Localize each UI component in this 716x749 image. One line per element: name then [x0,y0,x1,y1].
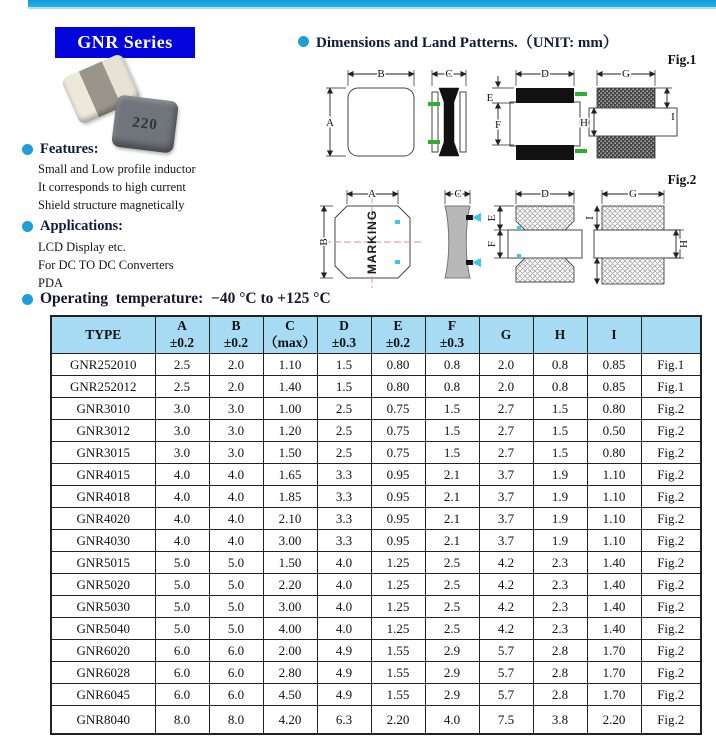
dim-label-A: A [368,188,376,200]
dim-value-cell: 2.3 [533,596,587,618]
table-row [51,618,701,640]
type-cell: GNR3010 [51,398,155,420]
table-row [51,530,701,552]
fig-ref-cell: Fig.2 [641,618,701,640]
fig1-front-view [487,68,587,160]
dim-value-cell: 2.5 [317,442,371,464]
col-header: B ±0.2 [209,316,263,354]
dim-value-cell: 2.10 [263,508,317,530]
dim-value-cell: 0.80 [587,442,641,464]
dim-value-cell: 8.0 [209,706,263,735]
dim-value-cell: 2.9 [425,684,479,706]
dim-label-F: F [486,240,498,248]
type-cell: GNR4018 [51,486,155,508]
dim-value-cell: 1.10 [587,464,641,486]
dimensions-title: Dimensions and Land Patterns.（UNIT: mm） [316,35,618,51]
dim-value-cell: 2.00 [263,640,317,662]
table-row [51,508,701,530]
dim-value-cell: 5.0 [209,618,263,640]
fig1-label: Fig.1 [667,52,697,67]
dim-value-cell: 2.3 [533,552,587,574]
table-row [51,706,701,735]
fig-ref-cell: Fig.2 [641,574,701,596]
dim-label-A: A [326,117,334,129]
type-cell: GNR4030 [51,530,155,552]
application-item: For DC TO DC Converters [38,258,174,272]
dim-value-cell: 6.0 [209,662,263,684]
dim-value-cell: 1.5 [317,354,371,376]
fig-ref-cell: Fig.2 [641,486,701,508]
top-accent-bar [28,0,716,9]
spec-table [50,315,702,735]
dim-value-cell: 1.5 [425,420,479,442]
fig-ref-cell: Fig.1 [641,354,701,376]
dim-value-cell: 3.00 [263,596,317,618]
dim-value-cell: 1.10 [587,508,641,530]
dim-value-cell: 2.5 [155,354,209,376]
dim-value-cell: 0.8 [533,376,587,398]
electrode-mark-green [428,102,440,106]
dim-value-cell: 6.3 [317,706,371,735]
col-header: A ±0.2 [155,316,209,354]
dim-value-cell: 2.5 [155,376,209,398]
dim-value-cell: 4.0 [317,552,371,574]
table-row [51,442,701,464]
type-cell: GNR4020 [51,508,155,530]
dim-value-cell: 1.70 [587,662,641,684]
header-row [51,316,701,354]
table-row [51,596,701,618]
dim-label-G: G [622,68,630,80]
dim-value-cell: 4.0 [155,464,209,486]
dim-value-cell: 4.0 [155,486,209,508]
feature-item: Shield structure magnetically [38,198,185,212]
inductor-marking: 220 [131,114,159,133]
fig-ref-cell: Fig.2 [641,464,701,486]
fig-ref-cell: Fig.2 [641,640,701,662]
features-title: Features: [40,141,99,157]
dim-value-cell: 1.50 [263,442,317,464]
dim-value-cell: 2.0 [479,376,533,398]
dim-value-cell: 1.10 [587,530,641,552]
dim-value-cell: 3.7 [479,508,533,530]
table-row [51,464,701,486]
dim-value-cell: 1.40 [263,376,317,398]
dim-value-cell: 3.7 [479,486,533,508]
dim-value-cell: 4.0 [209,464,263,486]
type-cell: GNR3015 [51,442,155,464]
type-cell: GNR5015 [51,552,155,574]
dim-value-cell: 4.50 [263,684,317,706]
col-header: C （max） [263,316,317,354]
dim-value-cell: 0.75 [371,398,425,420]
dim-value-cell: 2.1 [425,508,479,530]
fig2-front-view [486,188,582,282]
dim-value-cell: 5.0 [209,552,263,574]
table-row [51,574,701,596]
col-header: I [587,316,641,354]
dim-value-cell: 6.0 [155,640,209,662]
dim-label-D: D [541,68,549,80]
col-header: H [533,316,587,354]
dim-value-cell: 6.0 [155,662,209,684]
table-row [51,354,701,376]
dim-value-cell: 1.5 [317,376,371,398]
dim-value-cell: 8.0 [155,706,209,735]
dim-value-cell: 4.0 [209,530,263,552]
dim-value-cell: 5.0 [209,596,263,618]
table-row [51,486,701,508]
dim-value-cell: 5.0 [209,574,263,596]
dim-value-cell: 1.5 [533,442,587,464]
applications-heading [22,218,123,235]
dim-label-E: E [486,214,498,222]
polarity-mark-cyan [517,226,521,230]
type-cell: GNR5020 [51,574,155,596]
type-cell: GNR3012 [51,420,155,442]
dim-value-cell: 2.8 [533,662,587,684]
col-header: G [479,316,533,354]
dim-value-cell: 4.0 [317,618,371,640]
type-cell: GNR5040 [51,618,155,640]
dim-value-cell: 2.8 [533,684,587,706]
dim-value-cell: 0.75 [371,442,425,464]
dim-value-cell: 2.1 [425,530,479,552]
dim-value-cell: 0.95 [371,464,425,486]
dim-value-cell: 3.3 [317,508,371,530]
dim-value-cell: 2.3 [533,574,587,596]
table-row [51,684,701,706]
operating-temperature-line [22,290,331,308]
dim-value-cell: 3.3 [317,486,371,508]
col-header [641,316,701,354]
dim-value-cell: 4.9 [317,684,371,706]
col-header: E ±0.2 [371,316,425,354]
bullet-icon [22,144,33,155]
dim-value-cell: 1.10 [587,486,641,508]
dim-label-F: F [494,119,502,131]
dim-value-cell: 1.55 [371,684,425,706]
fig1-top-view [326,68,414,156]
dim-value-cell: 3.0 [155,398,209,420]
table-row [51,552,701,574]
dim-value-cell: 4.0 [209,486,263,508]
dim-value-cell: 0.8 [425,354,479,376]
dim-value-cell: 2.1 [425,464,479,486]
dim-value-cell: 2.8 [533,640,587,662]
dim-value-cell: 5.7 [479,640,533,662]
fig1-land-pattern [580,68,677,158]
dim-value-cell: 0.85 [587,354,641,376]
dim-value-cell: 2.5 [317,420,371,442]
dim-value-cell: 0.75 [371,420,425,442]
dim-value-cell: 3.0 [155,420,209,442]
dim-value-cell: 6.0 [155,684,209,706]
dim-value-cell: 2.1 [425,486,479,508]
dim-value-cell: 4.0 [155,530,209,552]
table-row [51,640,701,662]
dim-value-cell: 2.5 [425,596,479,618]
dim-value-cell: 4.20 [263,706,317,735]
dim-value-cell: 4.0 [425,706,479,735]
fig2-side-view [445,188,481,278]
dim-value-cell: 1.70 [587,640,641,662]
dim-value-cell: 0.50 [587,420,641,442]
fig-ref-cell: Fig.2 [641,398,701,420]
dim-value-cell: 4.0 [155,508,209,530]
table-row [51,376,701,398]
dim-value-cell: 2.9 [425,662,479,684]
product-photo [62,60,190,154]
dim-value-cell: 2.7 [479,420,533,442]
dim-value-cell: 2.80 [263,662,317,684]
dim-value-cell: 1.40 [587,596,641,618]
col-header: D ±0.3 [317,316,371,354]
dim-value-cell: 2.5 [425,618,479,640]
dim-value-cell: 4.2 [479,574,533,596]
dim-value-cell: 1.5 [425,398,479,420]
dim-value-cell: 3.8 [533,706,587,735]
dim-value-cell: 1.70 [587,684,641,706]
table-row [51,662,701,684]
fig2-top-view [318,188,421,288]
dim-value-cell: 3.0 [209,442,263,464]
dim-value-cell: 0.95 [371,508,425,530]
dim-value-cell: 1.25 [371,574,425,596]
fig2-land-pattern [584,188,690,284]
electrode-mark-green [428,140,440,144]
applications-title: Applications: [40,218,123,234]
dim-value-cell: 2.0 [209,354,263,376]
type-cell: GNR6028 [51,662,155,684]
bullet-icon [22,294,33,305]
dim-value-cell: 3.0 [155,442,209,464]
dim-value-cell: 2.7 [479,442,533,464]
dim-label-I: I [584,216,596,220]
table-row [51,398,701,420]
bullet-icon [298,36,309,47]
polarity-arrow-cyan [472,258,481,267]
dim-value-cell: 1.25 [371,618,425,640]
dim-label-B: B [377,68,385,80]
dim-label-E: E [486,92,494,104]
dim-label-B: B [318,238,330,246]
dim-value-cell: 5.0 [155,618,209,640]
polarity-arrow-cyan [472,213,481,222]
dim-label-C: C [445,68,453,80]
dim-value-cell: 1.40 [587,552,641,574]
dim-label-I: I [671,111,675,123]
dim-value-cell: 1.9 [533,508,587,530]
fig1-side-view [428,68,466,156]
dim-value-cell: 4.9 [317,640,371,662]
feature-item: It corresponds to high current [38,180,186,194]
dim-value-cell: 5.0 [155,596,209,618]
dim-value-cell: 4.9 [317,662,371,684]
dim-value-cell: 3.0 [209,420,263,442]
dim-value-cell: 7.5 [479,706,533,735]
dim-value-cell: 1.85 [263,486,317,508]
dim-value-cell: 2.5 [425,552,479,574]
table-row [51,420,701,442]
dim-value-cell: 1.55 [371,662,425,684]
dim-value-cell: 3.3 [317,530,371,552]
dim-value-cell: 1.40 [587,618,641,640]
dim-value-cell: 1.00 [263,398,317,420]
feature-item: Small and Low profile inductor [38,162,196,176]
dim-value-cell: 6.0 [209,640,263,662]
fig2-label: Fig.2 [667,172,697,187]
type-cell: GNR5030 [51,596,155,618]
dim-value-cell: 3.7 [479,464,533,486]
dim-value-cell: 2.7 [479,398,533,420]
dim-value-cell: 2.20 [587,706,641,735]
electrode-mark-green [575,149,587,153]
dim-value-cell: 4.2 [479,596,533,618]
features-heading [22,141,99,158]
dim-value-cell: 0.85 [587,376,641,398]
type-cell: GNR4015 [51,464,155,486]
dim-value-cell: 2.5 [425,574,479,596]
dim-value-cell: 0.95 [371,486,425,508]
marking-text: MARKING [365,209,379,275]
fig-ref-cell: Fig.2 [641,662,701,684]
polarity-mark-cyan [395,260,400,264]
dim-value-cell: 2.9 [425,640,479,662]
bullet-icon [22,221,33,232]
dim-value-cell: 4.0 [317,574,371,596]
dim-value-cell: 1.40 [587,574,641,596]
dim-value-cell: 1.50 [263,552,317,574]
fig-ref-cell: Fig.1 [641,376,701,398]
type-cell: GNR6045 [51,684,155,706]
dim-value-cell: 2.3 [533,618,587,640]
dim-value-cell: 0.80 [587,398,641,420]
dim-value-cell: 1.20 [263,420,317,442]
dim-value-cell: 2.5 [317,398,371,420]
dim-value-cell: 1.9 [533,530,587,552]
dim-value-cell: 1.5 [425,442,479,464]
dim-value-cell: 1.5 [533,420,587,442]
electrode-mark-green [575,92,587,96]
dim-value-cell: 4.2 [479,552,533,574]
dim-value-cell: 4.00 [263,618,317,640]
type-cell: GNR6020 [51,640,155,662]
dim-value-cell: 5.7 [479,662,533,684]
dim-value-cell: 0.80 [371,376,425,398]
application-item: PDA [38,276,64,290]
fig-ref-cell: Fig.2 [641,552,701,574]
dim-value-cell: 4.2 [479,618,533,640]
dim-label-H: H [580,117,588,129]
type-cell: GNR252012 [51,376,155,398]
polarity-mark-cyan [517,254,521,258]
dim-value-cell: 1.65 [263,464,317,486]
dim-value-cell: 0.95 [371,530,425,552]
dim-value-cell: 1.5 [533,398,587,420]
fig-ref-cell: Fig.2 [641,420,701,442]
dim-value-cell: 1.9 [533,464,587,486]
dimension-drawings [310,46,716,312]
dim-value-cell: 2.20 [263,574,317,596]
dim-label-C: C [454,188,462,200]
dim-value-cell: 4.0 [317,596,371,618]
dim-value-cell: 3.0 [209,398,263,420]
col-header: TYPE [51,316,155,354]
dim-value-cell: 4.0 [209,508,263,530]
dim-value-cell: 5.0 [155,574,209,596]
type-cell: GNR8040 [51,706,155,735]
dim-value-cell: 2.20 [371,706,425,735]
dim-value-cell: 2.0 [209,376,263,398]
dim-value-cell: 3.00 [263,530,317,552]
application-item: LCD Display etc. [38,240,126,254]
dim-value-cell: 1.10 [263,354,317,376]
dim-value-cell: 1.9 [533,486,587,508]
dim-value-cell: 0.8 [425,376,479,398]
series-title: GNR Series [77,32,173,52]
fig-ref-cell: Fig.2 [641,706,701,735]
fig-ref-cell: Fig.2 [641,508,701,530]
col-header: F ±0.3 [425,316,479,354]
polarity-mark-cyan [395,220,400,224]
dim-value-cell: 0.80 [371,354,425,376]
series-title-badge [55,27,195,58]
dim-label-D: D [541,188,549,200]
dim-value-cell: 1.55 [371,640,425,662]
dim-value-cell: 1.25 [371,552,425,574]
dim-label-H: H [678,240,690,248]
dim-value-cell: 3.3 [317,464,371,486]
fig-ref-cell: Fig.2 [641,684,701,706]
dim-value-cell: 0.8 [533,354,587,376]
fig-ref-cell: Fig.2 [641,442,701,464]
fig-ref-cell: Fig.2 [641,596,701,618]
operating-temperature-text: Operating temperature: −40 °C to +125 °C [40,290,331,307]
inductor-photo-top-view [111,94,179,153]
dim-value-cell: 2.0 [479,354,533,376]
dim-value-cell: 5.7 [479,684,533,706]
dim-value-cell: 5.0 [155,552,209,574]
dim-value-cell: 1.25 [371,596,425,618]
dim-value-cell: 6.0 [209,684,263,706]
dim-value-cell: 3.7 [479,530,533,552]
fig-ref-cell: Fig.2 [641,530,701,552]
dim-label-G: G [629,188,637,200]
type-cell: GNR252010 [51,354,155,376]
